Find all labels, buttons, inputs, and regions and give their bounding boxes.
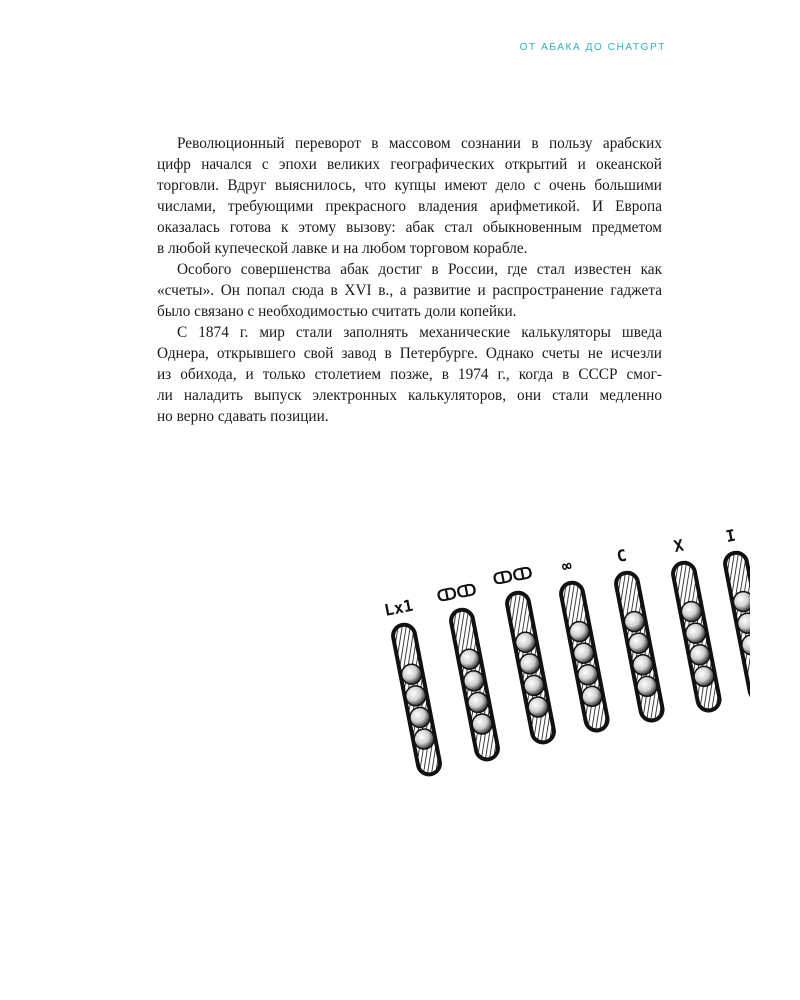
abacus-drawing <box>360 505 750 795</box>
paragraph-2 <box>157 259 662 322</box>
abacus-column-label: I <box>724 525 738 547</box>
abacus-column-label: X <box>672 535 686 557</box>
abacus-column <box>718 524 750 702</box>
text-line: ли наладить выпуск электронных калькуляторов, они стали медленно <box>157 387 662 404</box>
abacus-column-label: Lx1 <box>382 595 415 620</box>
abacus-column-label: ∞ <box>560 555 574 577</box>
abacus-column <box>383 596 446 777</box>
text-line: Однера, открывшего свой завод в Петербурге. Однако счеты не исчезли <box>157 345 662 362</box>
abacus-column-label: ↀↀ <box>435 579 479 606</box>
abacus-illustration <box>360 505 750 795</box>
text-line: Революционный переворот в массовом сознании в пользу арабских <box>177 135 662 152</box>
paragraph-3 <box>157 322 662 427</box>
text-line: торговли. Вдруг выяснилось, что купцы имеют дело с очень большими <box>157 177 662 194</box>
text-line: «счеты». Он попал сюда в XVI в., а развитие и распространение гаджета <box>157 282 662 299</box>
running-header: ОТ АБАКА ДО CHATGPT <box>519 42 666 53</box>
text-line: цифр начался с эпохи великих географических открытий и океанской <box>157 156 662 173</box>
abacus-column <box>435 580 508 763</box>
text-line: Особого совершенства абак достиг в России, где стал известен как <box>177 261 662 278</box>
text-line: в любой купеческой лавке и на любом торговом корабле. <box>157 240 528 257</box>
text-line: оказалась готова к этому вызову: абак стал обыкновенным предметом <box>157 219 662 236</box>
text-line: числами, требующими прекрасного владения арифметикой. И Европа <box>157 198 662 215</box>
abacus-column <box>491 563 564 746</box>
text-line: из обихода, и только столетием позже, в 1974 г., когда в СССР смог- <box>157 366 662 383</box>
text-line: С 1874 г. мир стали заполнять механические калькуляторы шведа <box>177 324 662 341</box>
abacus-column-label: C <box>615 545 629 567</box>
body-text <box>157 133 662 427</box>
abacus-column <box>554 554 609 732</box>
text-line: но верно сдавать позиции. <box>157 408 329 425</box>
abacus-column-label: ↀↀ <box>491 562 535 589</box>
text-line: было связано с необходимостью считать доли копейки. <box>157 303 517 320</box>
abacus-column <box>609 544 664 722</box>
abacus-column <box>666 534 721 712</box>
paragraph-1 <box>157 133 662 259</box>
